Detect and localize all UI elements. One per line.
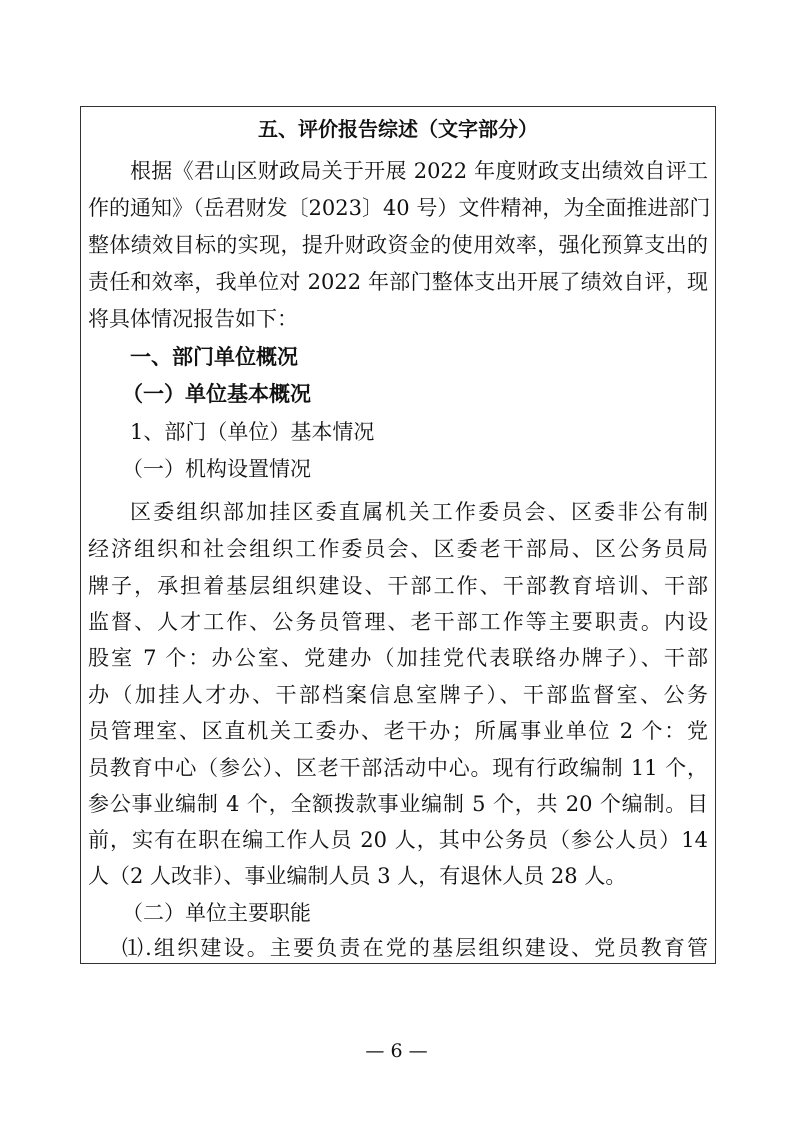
body-line: ⑴.组织建设。主要负责在党的基层组织建设、党员教育管 [122, 936, 708, 960]
body-line: 员管理室、区直机关工委办、老干办；所属事业单位 2 个：党 [88, 719, 708, 743]
intro-line: 责任和效率，我单位对 2022 年部门整体支出开展了绩效自评，现 [88, 270, 708, 294]
intro-line: 根据《君山区财政局关于开展 2022 年度财政支出绩效自评工 [130, 159, 708, 183]
intro-line: 将具体情况报告如下： [88, 307, 298, 331]
body-line: 牌子，承担着基层组织建设、干部工作、干部教育培训、干部 [88, 574, 708, 598]
body-line: 前，实有在职在编工作人员 20 人，其中公务员（参公人员）14 [88, 828, 708, 852]
body-line: 人（2 人改非）、事业编制人员 3 人，有退休人员 28 人。 [88, 864, 627, 888]
heading-main-functions: （二）单位主要职能 [122, 901, 311, 925]
heading-basic-info: 1、部门（单位）基本情况 [130, 420, 375, 444]
heading-unit-overview: （一）单位基本概况 [122, 382, 311, 406]
page-number: — 6 — [365, 1040, 428, 1062]
body-line: 员教育中心（参公）、区老干部活动中心。现有行政编制 11 个， [88, 756, 708, 780]
section-title: 五、评价报告综述（文字部分） [258, 117, 538, 141]
body-line: 经济组织和社会组织工作委员会、区委老干部局、区公务员局 [88, 537, 708, 561]
body-line: 区委组织部加挂区委直属机关工作委员会、区委非公有制 [130, 500, 708, 524]
heading-dept-overview: 一、部门单位概况 [130, 345, 298, 369]
body-line: 参公事业编制 4 个，全额拨款事业编制 5 个，共 20 个编制。目 [88, 792, 708, 816]
intro-line: 作的通知》（岳君财发〔2023〕40 号）文件精神，为全面推进部门 [88, 196, 711, 220]
body-line: 监督、人才工作、公务员管理、老干部工作等主要职责。内设 [88, 610, 708, 634]
body-line: 股室 7 个：办公室、党建办（加挂党代表联络办牌子）、干部 [88, 646, 708, 670]
heading-org-setup: （一）机构设置情况 [122, 457, 311, 481]
body-line: 办（加挂人才办、干部档案信息室牌子）、干部监督室、公务 [88, 683, 708, 707]
intro-line: 整体绩效目标的实现，提升财政资金的使用效率，强化预算支出的 [88, 233, 708, 257]
